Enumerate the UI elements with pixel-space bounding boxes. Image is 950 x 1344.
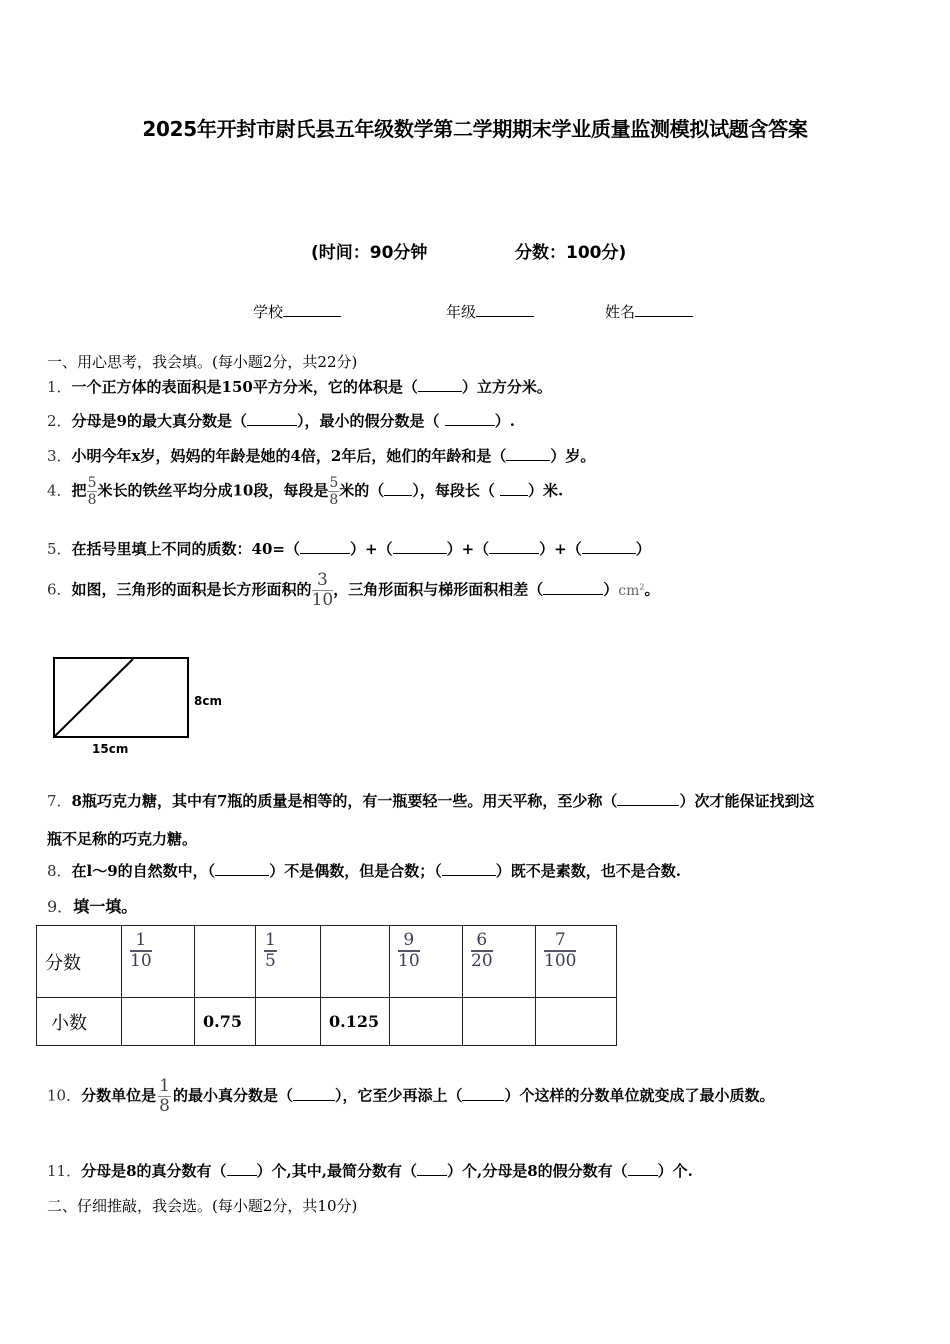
name-blank[interactable]	[635, 302, 693, 317]
exam-time: (时间：90分钟	[311, 243, 428, 263]
fraction: $\frac{1}{5}$	[265, 930, 276, 971]
fraction: $\frac{9}{10}$	[398, 930, 420, 971]
question-text: 米长的铁丝平均分成10段，每段是	[97, 481, 329, 500]
grade-label: 年级	[446, 303, 477, 321]
question-text: ）既不是素数，也不是合数.	[495, 862, 681, 880]
answer-blank[interactable]	[247, 411, 297, 426]
answer-blank[interactable]	[384, 481, 412, 496]
question-text: ）个,其中,最简分数有（	[256, 1162, 417, 1180]
answer-blank[interactable]	[543, 580, 603, 595]
question-text: ）	[635, 540, 651, 558]
answer-blank[interactable]	[445, 411, 495, 426]
answer-blank[interactable]	[393, 539, 447, 554]
decimal-cell: 0.75	[195, 998, 256, 1046]
table-cell	[390, 926, 463, 998]
question-text: ）+（	[446, 540, 490, 558]
answer-cell[interactable]	[463, 998, 536, 1046]
section-2-heading: 二、仔细推敲，我会选。(每小题2分，共10分)	[47, 1197, 358, 1215]
question-text: ），它至少再添上（	[334, 1086, 463, 1105]
table-cell	[122, 926, 195, 998]
answer-cell[interactable]	[195, 926, 256, 998]
school-label: 学校	[253, 303, 284, 321]
question-text: ）岁。	[550, 447, 596, 465]
answer-blank[interactable]	[442, 861, 496, 876]
answer-blank[interactable]	[227, 1161, 257, 1176]
width-label: 15cm	[92, 742, 129, 756]
question-4	[47, 476, 563, 507]
question-text: 小明今年x岁，妈妈的年龄是她的4倍，2年后，她们的年龄和是（	[71, 447, 507, 465]
question-7	[47, 790, 814, 811]
answer-cell[interactable]	[256, 998, 321, 1046]
question-text: 一个正方体的表面积是150平方分米，它的体积是（	[71, 378, 418, 396]
fraction: $\frac{1}{10}$	[130, 930, 152, 971]
answer-blank[interactable]	[300, 539, 350, 554]
question-9	[47, 894, 137, 917]
question-text: ）	[603, 580, 619, 599]
question-7-continued: 瓶不足称的巧克力糖。	[47, 830, 198, 848]
unit-cm2: $cm^2$	[618, 581, 645, 599]
school-field[interactable]	[253, 301, 341, 322]
rectangle-figure	[53, 657, 189, 738]
row-label-fraction: 分数	[37, 926, 122, 998]
question-text: 分数单位是	[81, 1086, 157, 1105]
table-cell	[536, 926, 617, 998]
question-text: 如图，三角形的面积是长方形面积的	[71, 580, 312, 599]
question-1	[47, 376, 552, 397]
section-1-heading: 一、用心思考，我会填。(每小题2分，共22分)	[47, 353, 358, 371]
fraction: $\frac{6}{20}$	[471, 930, 493, 971]
exam-score: 分数：100分)	[515, 243, 627, 263]
question-number: 3．	[47, 447, 72, 465]
question-text: ）.	[494, 412, 515, 430]
question-text: 分母是8的真分数有（	[81, 1162, 227, 1180]
answer-blank[interactable]	[628, 1161, 658, 1176]
name-field[interactable]	[605, 301, 693, 322]
document-title: 2025年开封市尉氏县五年级数学第二学期期末学业质量监测模拟试题含答案	[142, 117, 808, 141]
fraction-decimal-table	[36, 925, 617, 1046]
grade-field[interactable]	[446, 301, 534, 322]
question-number: 5．	[47, 540, 72, 558]
question-number: 10．	[47, 1086, 82, 1105]
answer-cell[interactable]	[321, 926, 390, 998]
answer-cell[interactable]	[390, 998, 463, 1046]
table-cell	[256, 926, 321, 998]
school-blank[interactable]	[283, 302, 341, 317]
diagonal-line	[53, 657, 189, 738]
height-label: 8cm	[194, 694, 222, 708]
table-cell	[463, 926, 536, 998]
answer-blank[interactable]	[215, 861, 269, 876]
answer-blank[interactable]	[418, 377, 462, 392]
question-5	[47, 538, 651, 559]
question-number: 8．	[47, 862, 72, 880]
question-text: ），每段长（	[412, 481, 501, 500]
question-text: ）+（	[350, 540, 393, 558]
question-3	[47, 445, 595, 466]
fraction: $\frac{3}{10}$	[311, 570, 334, 610]
question-text: ）个,分母是8的假分数有（	[447, 1162, 628, 1180]
question-number: 11．	[47, 1162, 82, 1180]
question-text: 在l～9的自然数中，（	[71, 862, 216, 880]
decimal-cell: 0.125	[321, 998, 390, 1046]
name-label: 姓名	[605, 303, 636, 321]
question-6	[47, 572, 659, 609]
question-text: ），最小的假分数是（	[297, 412, 445, 430]
question-number: 2．	[47, 412, 72, 430]
question-text: ，三角形面积与梯形面积相差（	[333, 580, 544, 599]
question-text: 分母是9的最大真分数是（	[71, 412, 247, 430]
question-number: 7．	[47, 792, 72, 810]
question-text: ）米.	[528, 481, 564, 500]
fraction-row	[37, 926, 617, 998]
row-label-decimal: 小数	[37, 998, 122, 1046]
fraction: $\frac{5}{8}$	[87, 475, 97, 508]
answer-cell[interactable]	[536, 998, 617, 1046]
grade-blank[interactable]	[476, 302, 534, 317]
question-text: ）+（	[539, 540, 582, 558]
question-2	[47, 410, 515, 431]
answer-blank[interactable]	[293, 1086, 335, 1101]
question-11	[47, 1160, 693, 1181]
question-text: 把	[71, 481, 87, 500]
question-10	[47, 1078, 774, 1115]
question-text: ）个这样的分数单位就变成了最小质数。	[504, 1086, 775, 1105]
question-text: ）不是偶数，但是合数；（	[269, 862, 442, 880]
answer-blank[interactable]	[462, 1086, 504, 1101]
question-number: 1．	[47, 378, 72, 396]
question-text: ）个.	[657, 1162, 693, 1180]
answer-blank[interactable]	[489, 539, 539, 554]
answer-blank[interactable]	[617, 791, 679, 806]
question-text: 填一填。	[73, 897, 138, 916]
fraction: $\frac{1}{8}$	[159, 1076, 170, 1116]
decimal-row	[37, 998, 617, 1046]
answer-blank[interactable]	[582, 539, 636, 554]
answer-blank[interactable]	[506, 446, 550, 461]
fraction: $\frac{5}{8}$	[329, 475, 339, 508]
answer-cell[interactable]	[122, 998, 195, 1046]
fraction: $\frac{7}{100}$	[544, 930, 577, 971]
question-text: 在括号里填上不同的质数：40=（	[71, 540, 300, 558]
question-text: 。	[644, 580, 660, 599]
answer-blank[interactable]	[500, 481, 528, 496]
question-number: 9．	[47, 897, 74, 916]
question-text: 的最小真分数是（	[172, 1086, 293, 1105]
question-number: 6．	[47, 580, 72, 599]
question-8	[47, 860, 681, 881]
question-number: 4．	[47, 481, 72, 500]
answer-blank[interactable]	[417, 1161, 447, 1176]
question-text: 8瓶巧克力糖，其中有7瓶的质量是相等的，有一瓶要轻一些。用天平称，至少称（	[71, 792, 618, 810]
question-text: ）立方分米。	[461, 378, 552, 396]
question-text: 米的（	[339, 481, 385, 500]
question-text: ）次才能保证找到这	[679, 792, 815, 810]
